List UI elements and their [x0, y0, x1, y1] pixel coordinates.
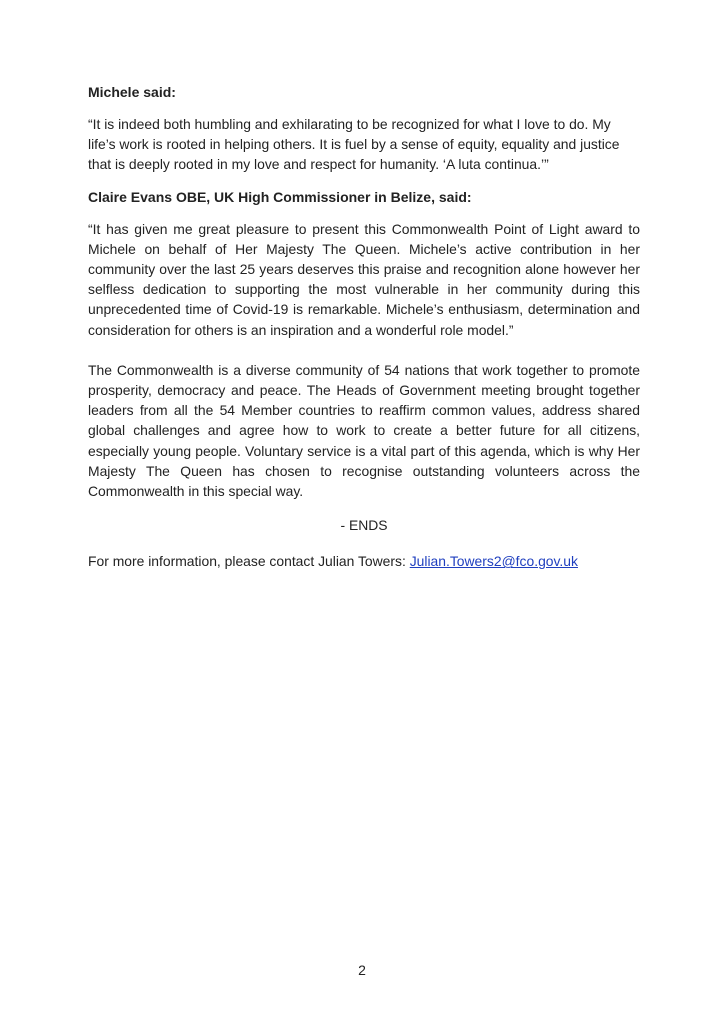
contact-email-link[interactable]: Julian.Towers2@fco.gov.uk: [409, 553, 578, 570]
contact-line: [88, 551, 640, 571]
quote-claire-evans: “It has given me great pleasure to present this Commonwealth Point of Light award to Michele on behalf of Her Majesty The Queen. Michele’s active contribution in her community over the last 25 years deserves this praise and recognition alone however her selfless dedication to supporting the most vulnerable in her community during this unprecedented time of Covid-19 is remarkable. Michele’s enthusiasm, determination and consideration for others is an inspiration and a wonderful role model.”: [88, 220, 640, 338]
commonwealth-paragraph: The Commonwealth is a diverse community of 54 nations that work together to promote prosperity, democracy and peace. The Heads of Government meeting brought together leaders from all the 54 Member countries to reaffirm common values, address shared global challenges and agree how to work to create a better future for all citizens, especially young people. Voluntary service is a vital part of this agenda, which is why Her Majesty The Queen has chosen to recognise outstanding volunteers across the Commonwealth in this special way.: [88, 361, 640, 500]
contact-text: For more information, please contact Julian Towers:: [88, 553, 410, 570]
page-number: 2: [358, 962, 366, 978]
quote-michele: “It is indeed both humbling and exhilarating to be recognized for what I love to do. My life’s work is rooted in helping others. It is fuel by a sense of equity, equality and justice that is deeply rooted in my love and respect for humanity. ‘A luta continua.’”: [88, 116, 620, 173]
ends-marker: - ENDS: [340, 517, 388, 534]
document-body: [88, 82, 640, 585]
heading-claire-evans: Claire Evans OBE, UK High Commissioner in Belize, said:: [88, 188, 472, 205]
heading-michele: Michele said:: [88, 84, 176, 100]
